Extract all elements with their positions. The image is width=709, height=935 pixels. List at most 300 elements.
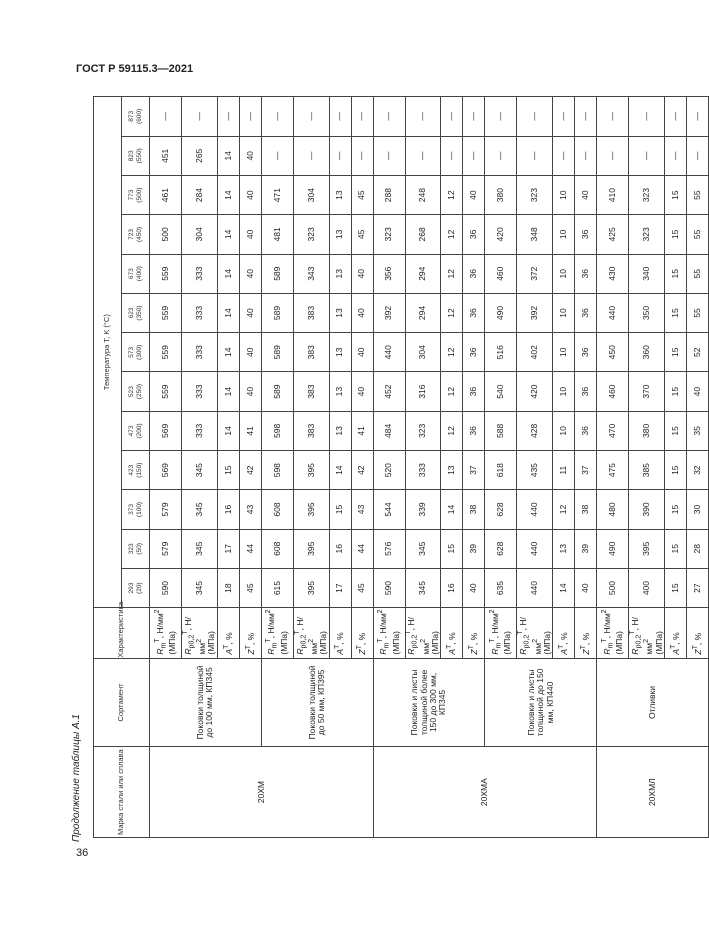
char-unit-power: 2 [488,609,497,614]
char-symbol: R [518,648,529,655]
value-cell: 323 [373,215,405,254]
value-cell: 14 [217,254,239,293]
temperature-header-cell [122,293,150,332]
char-subscript: m [159,642,168,649]
value-cell: 628 [485,490,517,529]
value-cell: 484 [373,411,405,450]
value-cell: 32 [687,451,709,490]
value-cell: 11 [553,451,575,490]
characteristic-label [559,632,569,654]
characteristic-cell-a [665,608,687,658]
value-cell: 392 [517,293,553,332]
value-cell: 36 [463,333,485,372]
value-cell: 618 [485,451,517,490]
value-cell: 265 [182,136,218,175]
value-cell: — [329,136,351,175]
value-cell: — [463,136,485,175]
value-cell: 248 [405,175,441,214]
value-cell: 15 [217,451,239,490]
value-cell: 333 [182,254,218,293]
char-unit-alt: (МПа) [614,631,625,655]
value-cell: 470 [597,411,629,450]
value-cell: — [405,136,441,175]
value-cell: 395 [293,451,329,490]
temperature-kelvin: 723 [128,228,136,240]
temperature-header-cell [122,97,150,137]
value-cell: 12 [441,215,463,254]
value-cell: 333 [405,451,441,490]
value-cell: 39 [463,529,485,568]
value-cell: — [351,136,373,175]
temperature-kelvin: 573 [128,346,136,358]
value-cell: 40 [351,254,373,293]
char-superscript: T [181,630,189,635]
page-number: 36 [76,847,89,859]
char-superscript: T [579,645,588,650]
table-row [597,97,629,838]
value-cell: 52 [687,333,709,372]
value-cell: 45 [239,568,261,607]
grade-cell: 20ХМА [373,747,597,838]
char-unit-power: 2 [152,609,161,614]
temperature-header-cell [122,215,150,254]
char-unit: , % [447,632,458,645]
value-cell: 15 [665,529,687,568]
temperature-celsius: (300) [135,344,143,360]
value-cell: 55 [687,215,709,254]
value-cell: 480 [597,490,629,529]
grade-cell: 20ХМ [150,747,374,838]
char-symbol: Z [245,649,256,655]
temperature-header-cell [122,529,150,568]
value-cell: — [485,97,517,137]
char-symbol: A [335,648,346,655]
value-cell: 15 [665,293,687,332]
value-cell: 589 [261,254,293,293]
temperature-kelvin: 673 [128,268,136,280]
assortment-cell: Поковки и листы толщиной до 150 мм, КП440 [485,658,597,747]
value-cell: 36 [463,411,485,450]
value-cell: 635 [485,568,517,607]
value-cell: 294 [405,254,441,293]
value-cell: 10 [553,215,575,254]
temperature-kelvin: 523 [128,386,136,398]
char-subscript: m [271,642,279,649]
value-cell: 343 [293,254,329,293]
value-cell: 39 [575,529,597,568]
value-cell: 43 [351,490,373,529]
value-cell: — [517,97,553,137]
value-cell: 471 [261,175,293,214]
value-cell: 420 [485,215,517,254]
value-cell: — [373,136,405,175]
value-cell: 490 [485,293,517,332]
char-unit-power: 2 [642,638,651,643]
char-superscript: T [355,645,364,650]
char-unit: , Н/мм [489,613,500,639]
value-cell: 36 [575,411,597,450]
value-cell: 345 [405,529,441,568]
value-cell: 460 [597,372,629,411]
char-symbol: R [378,648,389,655]
temperature-header-cell [122,490,150,529]
temperature-header-cell [122,568,150,607]
value-cell: 360 [629,333,665,372]
characteristic-label [266,609,288,654]
value-cell: — [293,136,329,175]
characteristic-cell-rp [517,608,553,658]
characteristic-label [243,632,256,655]
value-cell: 15 [441,529,463,568]
value-cell: 323 [405,411,441,450]
char-symbol: Z [357,649,368,655]
char-unit: , Н/мм [182,617,208,655]
value-cell: 340 [629,254,665,293]
value-cell: 383 [293,372,329,411]
temperature-column-header: Температура T, K (°C) [94,97,122,608]
characteristic-label [690,632,703,655]
value-cell: 12 [441,333,463,372]
value-cell: 40 [463,175,485,214]
char-unit: , Н/мм [406,617,431,655]
char-symbol: R [182,648,193,655]
value-cell: 40 [351,293,373,332]
value-cell: 569 [150,451,182,490]
value-cell: 333 [182,411,218,450]
value-cell: 590 [150,568,182,607]
char-symbol: R [266,648,277,655]
char-unit-power: 2 [599,609,608,614]
value-cell: 350 [629,293,665,332]
value-cell: 45 [351,568,373,607]
char-symbol: Z [580,649,591,655]
value-cell: 345 [405,568,441,607]
value-cell: 559 [150,254,182,293]
value-cell: — [261,136,293,175]
value-cell: 559 [150,333,182,372]
value-cell: 598 [261,411,293,450]
value-cell: 55 [687,175,709,214]
value-cell: 13 [329,372,351,411]
value-cell: 13 [329,254,351,293]
char-unit-alt: (МПа) [206,631,217,655]
value-cell: 383 [293,333,329,372]
value-cell: 40 [575,568,597,607]
value-cell: 14 [217,411,239,450]
char-unit-alt: (МПа) [390,631,401,655]
value-cell: — [239,97,261,137]
characteristic-label [335,632,345,654]
value-cell: 14 [329,451,351,490]
table-row [373,97,405,838]
temperature-celsius: (150) [135,462,143,478]
char-unit: , % [692,632,703,646]
value-cell: 10 [553,254,575,293]
value-cell: 40 [239,333,261,372]
value-cell: 14 [553,568,575,607]
value-cell: 14 [217,175,239,214]
value-cell: 14 [217,136,239,175]
characteristic-cell-rm [150,608,182,658]
characteristic-cell-z [575,608,597,658]
value-cell: 16 [329,529,351,568]
value-cell: — [182,97,218,137]
temperature-kelvin: 373 [128,504,136,515]
value-cell: 372 [517,254,553,293]
value-cell: 36 [575,215,597,254]
char-subscript: p0,2 [634,634,643,649]
value-cell: — [597,97,629,137]
value-cell: 36 [575,293,597,332]
value-cell: 15 [665,175,687,214]
char-symbol: A [447,648,458,655]
assortment-cell: Поковки толщиной до 50 мм, КП395 [261,658,373,747]
char-subscript: m [606,642,615,649]
value-cell: — [329,97,351,137]
value-cell: 36 [463,254,485,293]
value-cell: 430 [597,254,629,293]
assortment-cell: Поковки толщиной до 100 мм, КП345 [150,658,262,747]
value-cell: 392 [373,293,405,332]
value-cell: — [687,136,709,175]
value-cell: 400 [629,568,665,607]
characteristic-cell-z [351,608,373,658]
value-cell: 333 [182,372,218,411]
assortment-cell: Отливки [597,658,709,747]
value-cell: — [687,97,709,137]
table-caption: Продолжение таблицы А.1 [71,714,82,842]
value-cell: 40 [463,568,485,607]
char-unit: , % [670,632,681,645]
characteristic-cell-rp [629,608,665,658]
value-cell: 40 [239,293,261,332]
value-cell: 333 [182,293,218,332]
char-subscript: m [494,642,503,649]
char-superscript: T [467,645,476,650]
value-cell: 440 [517,490,553,529]
value-cell: 36 [463,215,485,254]
value-cell: 316 [405,372,441,411]
value-cell: 10 [553,333,575,372]
char-symbol: Z [692,649,703,655]
value-cell: 12 [553,490,575,529]
value-cell: 559 [150,372,182,411]
value-cell: 440 [373,333,405,372]
temperature-celsius: (600) [135,108,143,124]
value-cell: 370 [629,372,665,411]
value-cell: 15 [665,254,687,293]
value-cell: 40 [239,254,261,293]
value-cell: 45 [351,215,373,254]
value-cell: 500 [150,215,182,254]
char-superscript: T [221,644,230,649]
temperature-header-cell [122,411,150,450]
value-cell: — [441,97,463,137]
value-cell: 588 [485,411,517,450]
char-unit: , % [245,632,256,646]
value-cell: 268 [405,215,441,254]
value-cell: 475 [597,451,629,490]
value-cell: 380 [485,175,517,214]
value-cell: 520 [373,451,405,490]
char-unit-alt: (МПа) [430,631,441,655]
characteristic-cell-rm [485,608,517,658]
value-cell: 41 [239,411,261,450]
value-cell: 608 [261,529,293,568]
value-cell: 12 [441,254,463,293]
char-superscript: T [292,630,301,635]
value-cell: 15 [665,372,687,411]
value-cell: 14 [217,333,239,372]
char-subscript: p0,2 [411,634,420,649]
temperature-header-cell [122,451,150,490]
value-cell: 10 [553,411,575,450]
value-cell: 383 [293,293,329,332]
value-cell: 36 [575,254,597,293]
char-unit: , Н/мм [518,617,543,655]
characteristic-label [581,633,591,655]
char-unit-power: 2 [264,609,273,614]
temperature-celsius: (550) [135,148,143,164]
value-cell: 500 [597,568,629,607]
value-cell: 16 [441,568,463,607]
value-cell: 380 [629,411,665,450]
value-cell: 451 [150,136,182,175]
value-cell: — [441,136,463,175]
value-cell: 608 [261,490,293,529]
char-superscript: T [152,638,161,643]
value-cell: 27 [687,568,709,607]
table-row [150,97,182,838]
value-cell: 460 [485,254,517,293]
char-unit: , Н/мм [601,613,612,639]
characteristic-cell-a [217,608,239,658]
temperature-celsius: (400) [135,266,143,282]
char-superscript: T [404,630,413,635]
temperature-celsius: (200) [135,423,143,439]
temperature-celsius: (20) [135,582,143,594]
value-cell: 15 [665,411,687,450]
characteristic-cell-rm [597,608,629,658]
value-cell: — [217,97,239,137]
temperature-header-cell [122,254,150,293]
value-cell: 45 [351,175,373,214]
value-cell: 323 [629,215,665,254]
temperature-celsius: (500) [135,187,143,203]
value-cell: 402 [517,333,553,372]
value-cell: — [575,97,597,137]
value-cell: — [485,136,517,175]
value-cell: 304 [405,333,441,372]
char-symbol: A [223,648,234,655]
temperature-kelvin: 473 [128,425,136,437]
value-cell: 44 [351,529,373,568]
value-cell: 569 [150,411,182,450]
value-cell: 425 [597,215,629,254]
char-superscript: T [488,638,497,643]
value-cell: 55 [687,293,709,332]
value-cell: — [261,97,293,137]
temperature-kelvin: 423 [128,464,136,476]
characteristic-label [292,617,329,655]
value-cell: 452 [373,372,405,411]
value-cell: 44 [239,529,261,568]
value-cell: 38 [463,490,485,529]
value-cell: 43 [239,490,261,529]
temperature-header-cell [122,175,150,214]
value-cell: 333 [182,333,218,372]
value-cell: — [597,136,629,175]
char-unit-power: 2 [195,638,204,643]
temperature-kelvin: 823 [128,150,136,162]
temperature-kelvin: 323 [128,543,136,555]
value-cell: 395 [293,490,329,529]
char-unit-alt: (МПа) [653,631,664,655]
value-cell: 304 [182,215,218,254]
characteristic-label [406,617,440,654]
char-subscript: p0,2 [299,634,308,649]
value-cell: 36 [575,333,597,372]
temperature-kelvin: 293 [128,582,136,594]
value-cell: — [463,97,485,137]
characteristic-cell-z [463,608,485,658]
char-subscript: p0,2 [522,634,531,649]
value-cell: 579 [150,529,182,568]
value-cell: 40 [239,175,261,214]
characteristic-cell-rp [405,608,441,658]
value-cell: 559 [150,293,182,332]
value-cell: 544 [373,490,405,529]
temperature-kelvin: 623 [128,307,136,319]
temperature-celsius: (450) [135,226,143,242]
temperature-kelvin: 773 [128,189,136,201]
document-header: ГОСТ Р 59115.3—2021 [76,63,194,75]
char-unit: , % [580,632,591,646]
value-cell: — [553,97,575,137]
char-unit: , % [223,632,234,645]
characteristic-cell-a [329,608,351,658]
value-cell: 18 [217,568,239,607]
characteristic-label [490,609,512,654]
value-cell: 481 [261,215,293,254]
char-symbol: A [670,648,681,655]
value-cell: 590 [373,568,405,607]
value-cell: 13 [329,215,351,254]
char-unit: , % [558,632,569,645]
table-row [485,97,517,838]
value-cell: 12 [441,372,463,411]
value-cell: 540 [485,372,517,411]
char-superscript: T [445,644,454,649]
characteristic-label [378,609,400,654]
value-cell: 12 [441,175,463,214]
value-cell: 440 [517,568,553,607]
char-superscript: T [264,638,273,643]
char-symbol: R [406,648,417,655]
value-cell: 10 [553,175,575,214]
value-cell: — [665,136,687,175]
char-superscript: T [333,644,342,649]
temperature-kelvin: 873 [128,110,136,122]
temperature-header-cell [122,372,150,411]
char-superscript: T [376,638,385,643]
value-cell: 17 [329,568,351,607]
char-superscript: T [690,645,699,650]
char-unit-alt: (МПа) [502,631,513,655]
value-cell: 40 [239,215,261,254]
value-cell: 390 [629,490,665,529]
value-cell: 40 [351,372,373,411]
